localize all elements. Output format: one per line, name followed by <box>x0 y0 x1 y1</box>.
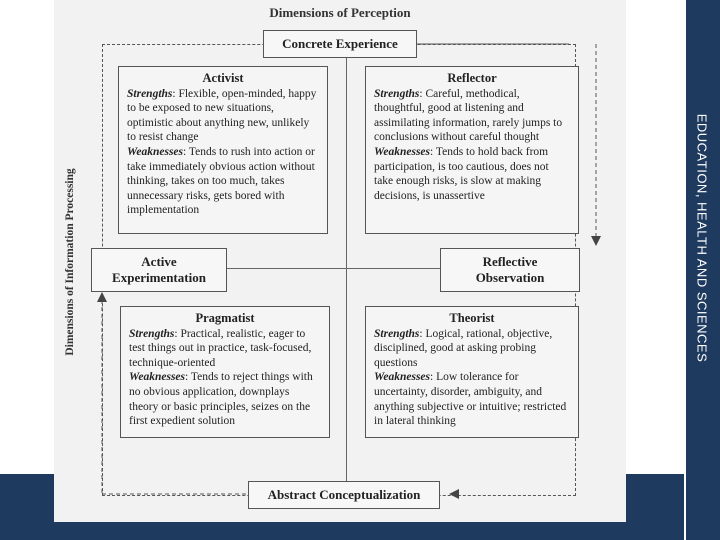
mode-active-experimentation <box>91 248 227 292</box>
side-band-text: EDUCATION, HEALTH AND SCIENCES <box>694 113 710 363</box>
quadrant-theorist <box>365 306 579 438</box>
quadrant-title: Theorist <box>449 311 495 325</box>
mode-concrete-experience: Concrete Experience <box>263 30 417 58</box>
quadrant-pragmatist <box>120 306 330 438</box>
mode-right-line2: Observation <box>475 270 545 285</box>
quadrant-strengths: Strengths: Careful, methodical, thoughtful, good at listening and assimilating information, rarely jumps to conclusions without careful thought <box>374 87 563 144</box>
quadrant-activist <box>118 66 328 234</box>
quadrant-strengths: Strengths: Practical, realistic, eager to test things out in practice, task-focused, technique-oriented <box>129 327 312 369</box>
quadrant-title: Reflector <box>447 71 497 85</box>
mode-right-line1: Reflective <box>482 254 538 270</box>
mode-abstract-conceptualization: Abstract Conceptualization <box>248 481 440 509</box>
y-axis-label: Dimensions of Information Processing <box>64 168 76 356</box>
quadrant-strengths: Strengths: Logical, rational, objective, disciplined, good at asking probing questions <box>374 327 553 369</box>
mode-left-line2: Experimentation <box>112 270 206 285</box>
quadrant-weaknesses: Weaknesses: Tends to rush into action or take immediately obvious action without thinking, takes on too much, takes unnecessary risks, gets bored with implementation <box>127 145 315 217</box>
mode-left-line1: Active <box>141 254 177 270</box>
arrow-head-left <box>97 292 107 302</box>
quadrant-title: Pragmatist <box>195 311 255 325</box>
arrow-head-bottom <box>449 489 459 499</box>
mode-reflective-observation <box>440 248 580 292</box>
arrow-head-right <box>591 236 601 246</box>
quadrant-reflector <box>365 66 579 234</box>
quadrant-strengths: Strengths: Flexible, open-minded, happy to be exposed to new situations, optimistic about anything new, unlikely to resist change <box>127 87 317 144</box>
side-band-divider <box>684 0 686 540</box>
quadrant-weaknesses: Weaknesses: Low tolerance for uncertainty, disorder, ambiguity, and anything subjective or intuitive; restricted in lateral thinking <box>374 371 567 428</box>
quadrant-weaknesses: Weaknesses: Tends to hold back from participation, is too cautious, does not take enough risks, is slow at making decisions, is unassertive <box>374 145 549 202</box>
quadrant-weaknesses: Weaknesses: Tends to reject things with no obvious application, downplays theory or basic principles, seizes on the first expedient solution <box>129 371 313 428</box>
diagram-title: Dimensions of Perception <box>269 5 411 20</box>
quadrant-title: Activist <box>202 71 244 85</box>
kolb-diagram <box>54 0 626 522</box>
